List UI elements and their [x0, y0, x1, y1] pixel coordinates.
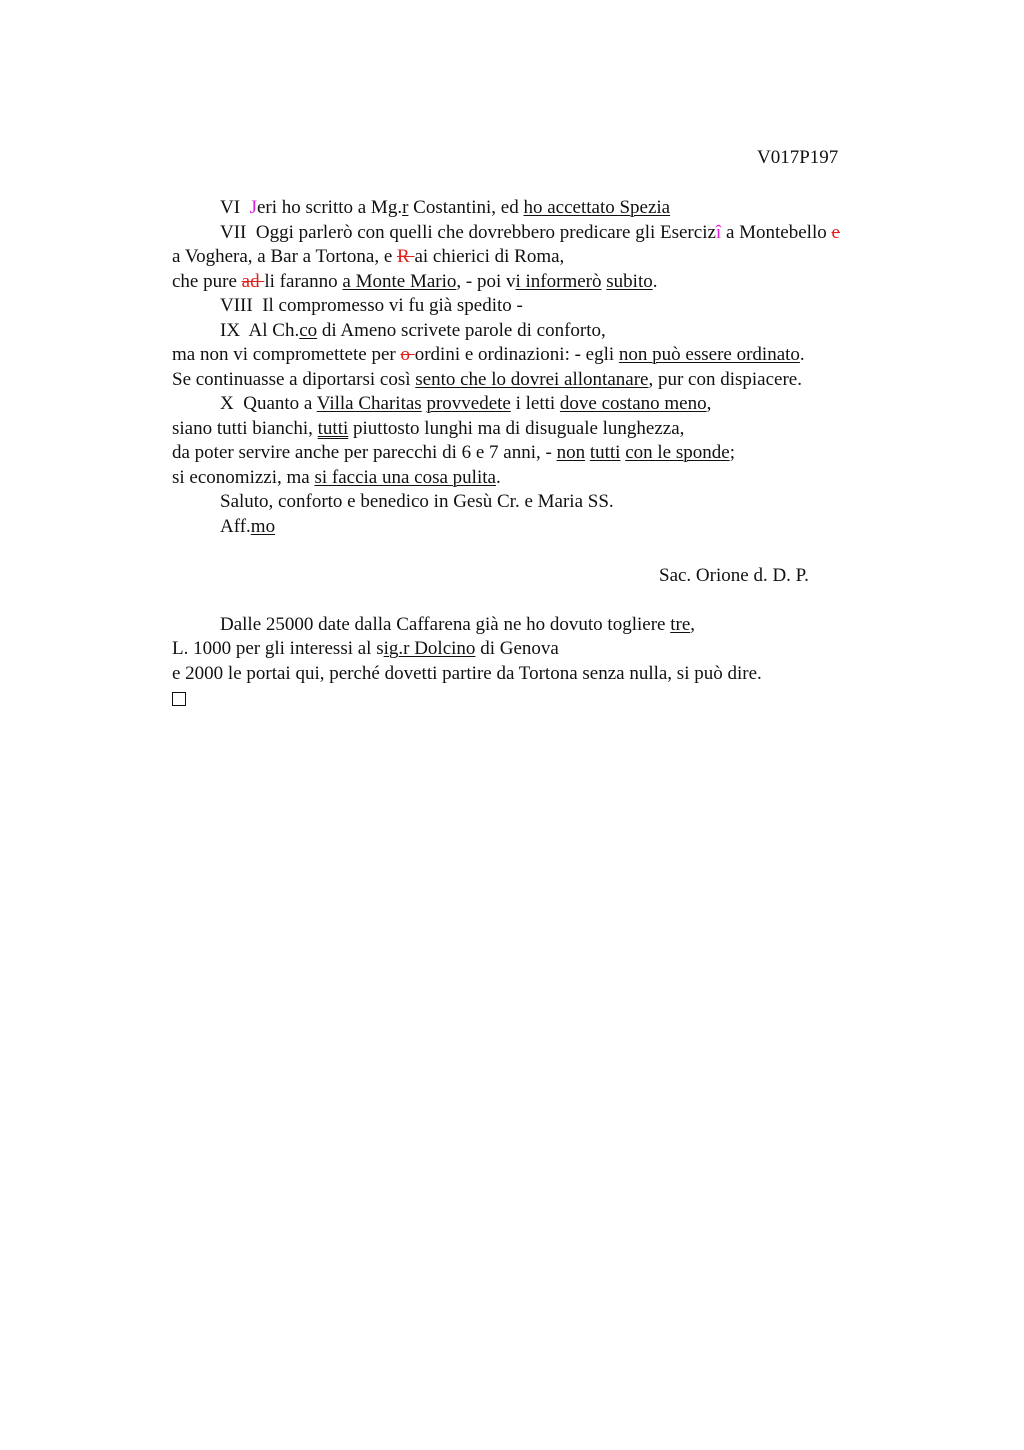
deleted-text: R: [397, 246, 415, 267]
double-underlined-text: tutti: [317, 417, 349, 439]
text-span: piuttosto lunghi ma di disuguale lunghezza,: [348, 417, 685, 439]
underlined-text: tutti: [589, 442, 621, 463]
spacer: [172, 539, 962, 564]
text-span: di Genova: [475, 638, 559, 659]
underlined-text: sento che lo dovrei allontanare: [415, 368, 649, 390]
deleted-text: o: [400, 344, 415, 365]
text-span: Al Ch.: [248, 319, 300, 341]
paragraph-x-line-2: [172, 417, 962, 442]
text-span: eri ho scritto a Mg.: [256, 197, 403, 218]
paragraph-number: X: [220, 393, 234, 414]
paragraph-number: VIII: [220, 295, 253, 316]
page-id: V017P197: [757, 147, 839, 168]
abbreviation: co: [299, 319, 318, 341]
signature: Sac. Orione d. D. P.: [659, 564, 809, 586]
text-span: Il compromesso vi fu già spedito -: [262, 295, 523, 316]
underlined-text: subito: [606, 270, 653, 292]
text-span: ai chierici di Roma,: [414, 246, 565, 267]
deleted-text: e: [831, 221, 840, 243]
postscript-line-2: [172, 637, 962, 662]
text-span: .: [652, 270, 658, 292]
correction-mark: J: [249, 197, 257, 218]
text-span: , - poi v: [456, 270, 516, 292]
underlined-text: provvedete: [426, 393, 511, 414]
paragraph-vii: [172, 221, 962, 246]
text-span: ,: [690, 613, 696, 635]
text-span: si economizzi, ma: [172, 466, 315, 488]
letter-body: [172, 196, 962, 711]
square-end-icon: [172, 692, 186, 706]
underlined-text: i informerò: [515, 270, 602, 292]
correction-mark: î: [715, 221, 722, 243]
paragraph-ix-line-2: [172, 343, 962, 368]
paragraph-number: VI: [220, 197, 241, 218]
paragraph-vii-line-2: [172, 245, 962, 270]
text-span: .: [495, 466, 501, 488]
text-span: Dalle 25000 date dalla Caffarena già ne ho dovuto togliere: [220, 613, 671, 635]
spacer: [172, 588, 962, 613]
text-span: di Ameno scrivete parole di conforto,: [317, 319, 606, 341]
underlined-text: con le sponde: [625, 442, 730, 463]
underlined-text: non: [556, 442, 586, 463]
paragraph-vii-line-3: [172, 270, 962, 295]
text-span: Aff.: [220, 515, 251, 537]
underlined-text: Villa Charitas: [316, 393, 422, 414]
end-marker: [172, 686, 962, 711]
underlined-text: non può essere ordinato: [618, 344, 800, 365]
underlined-text: a Monte Mario: [342, 270, 457, 292]
text-span: da poter servire anche per parecchi di 6 e 7 anni, -: [172, 442, 557, 463]
paragraph-number: IX: [220, 319, 241, 341]
text-span: ,: [706, 393, 712, 414]
underlined-text: dove costano meno: [559, 393, 707, 414]
underlined-text: ho accettato Spezia: [523, 197, 671, 218]
text-span: Se continuasse a diportarsi così: [172, 368, 416, 390]
paragraph-ix-line-3: [172, 368, 962, 393]
paragraph-x-line-3: [172, 441, 962, 466]
postscript-line-3: e 2000 le portai qui, perché dovetti partire da Tortona senza nulla, si può dire.: [172, 662, 762, 684]
deleted-text: ad: [241, 270, 265, 292]
underlined-text: si faccia una cosa pulita: [314, 466, 496, 488]
paragraph-viii: [172, 294, 962, 319]
underlined-text: ig.r Dolcino: [383, 638, 476, 659]
affectionate-signoff: [172, 515, 962, 540]
paragraph-number: VII: [220, 221, 247, 243]
text-span: , pur con dispiacere.: [648, 368, 802, 390]
text-span: .: [799, 344, 805, 365]
text-span: Oggi parlerò con quelli che dovrebbero predicare gli Eserciz: [255, 221, 716, 243]
text-span: siano tutti bianchi,: [172, 417, 318, 439]
text-span: i letti: [510, 393, 560, 414]
text-span: Costantini, ed: [408, 197, 524, 218]
text-span: ma non vi compromettete per: [172, 344, 401, 365]
text-span: L. 1000 per gli interessi al s: [172, 638, 384, 659]
text-span: ordini e ordinazioni: - egli: [414, 344, 619, 365]
postscript-line-1: [172, 613, 962, 638]
closing-salutation: Saluto, conforto e benedico in Gesù Cr. e Maria SS.: [220, 491, 614, 512]
text-span: li faranno: [264, 270, 343, 292]
text-span: a Montebello: [721, 221, 832, 243]
text-span: ;: [729, 442, 735, 463]
text-span: Quanto a: [243, 393, 317, 414]
paragraph-ix: [172, 319, 962, 344]
abbreviation: r: [402, 197, 409, 218]
underlined-text: tre: [670, 613, 691, 635]
text-span: che pure: [172, 270, 242, 292]
text-span: a Voghera, a Bar a Tortona, e: [172, 246, 398, 267]
abbreviation: mo: [250, 515, 276, 537]
paragraph-x: [172, 392, 962, 417]
paragraph-x-line-4: [172, 466, 962, 491]
paragraph-vi: [172, 196, 962, 221]
